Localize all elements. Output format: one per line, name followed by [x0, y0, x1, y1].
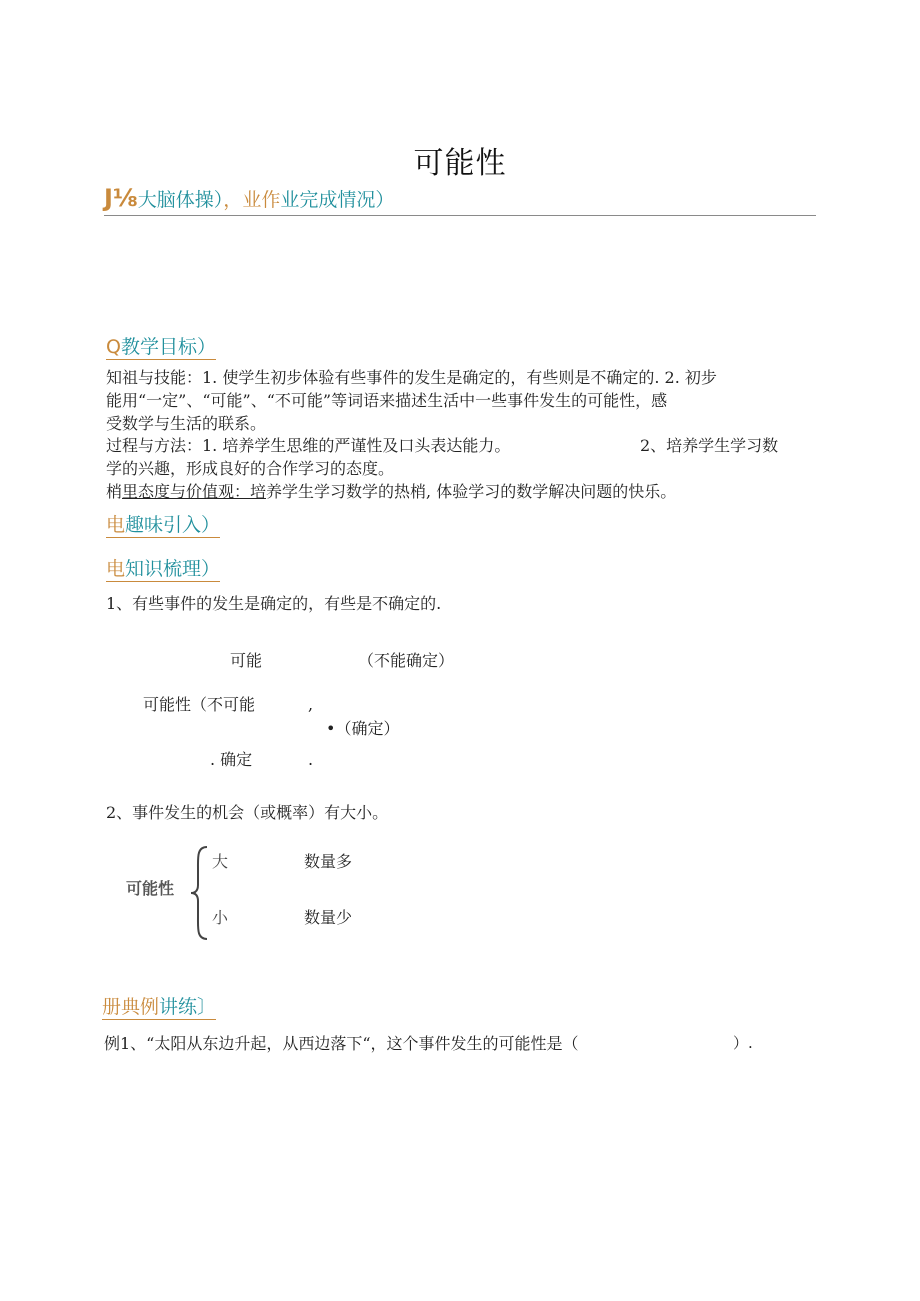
- section-header-intro: [106, 510, 220, 537]
- tree-definite: . 确定: [210, 750, 253, 769]
- tree-certain-label: •（确定）: [326, 719, 400, 738]
- example-1-close: ）.: [733, 1034, 753, 1052]
- header-item-homework-a: 业作: [242, 189, 281, 211]
- figure-small-label: 小: [212, 908, 229, 927]
- figure-more-label: 数量多: [304, 852, 353, 871]
- goals-line-2: 能用“一定”、“可能”、“不可能”等词语来描述生活中一些事件发生的可能性，感: [106, 391, 668, 410]
- section-header-goals: [106, 332, 216, 359]
- goals-line-1: 知祖与技能：1. 使学生初步体验有些事件的发生是确定的，有些则是不确定的. 2. 初步: [106, 368, 717, 387]
- header-item-brain-exercise: 大脑体操）: [137, 189, 224, 211]
- goals-line-4a: 过程与方法：1. 培养学生思维的严谨性及口头表达能力。: [106, 436, 511, 455]
- examples-header-label-a: 典例: [121, 996, 160, 1018]
- goals-line-4b: 2、培养学生学习数: [640, 436, 779, 455]
- intro-header-prefix: 电: [106, 514, 126, 536]
- goals-line-6-b: 里态度与价值观：培: [122, 482, 267, 501]
- header-separator: ，: [223, 189, 243, 211]
- figure-less-label: 数量少: [304, 908, 353, 927]
- knowledge-header-label: 知识梳理）: [125, 558, 221, 580]
- tree-dot: .: [308, 750, 314, 769]
- goals-line-5: 学的兴趣，形成良好的合作学习的态度。: [106, 459, 395, 478]
- examples-header-label-b: 讲练〕: [159, 996, 217, 1018]
- figure-big-label: 大: [212, 852, 229, 871]
- goals-line-3: 受数学与生活的联系。: [106, 414, 267, 433]
- tree-uncertain: （不能确定）: [358, 651, 455, 670]
- knowledge-point-2: 2、事件发生的机会（或概率）有大小。: [106, 803, 389, 822]
- examples-header-prefix: 册: [102, 996, 122, 1018]
- example-1-text: 例1、“太阳从东边升起，从西边落下“，这个事件发生的可能性是（: [104, 1034, 579, 1053]
- knowledge-header-prefix: 电: [106, 558, 126, 580]
- intro-header-label: 趣味引入）: [125, 514, 221, 536]
- knowledge-point-1: 1、有些事件的发生是确定的，有些是不确定的.: [106, 594, 442, 613]
- header-bar: [104, 184, 394, 212]
- page-title: 可能性: [413, 146, 507, 181]
- goals-line-6: [106, 481, 676, 502]
- tree-possible: 可能: [230, 651, 263, 670]
- section-header-knowledge: [106, 554, 220, 581]
- tree-root: 可能性（不可能: [143, 695, 256, 714]
- brace-icon: [189, 845, 211, 941]
- header-prefix: J⅛: [104, 184, 138, 212]
- goals-line-6-a: 梢: [106, 482, 123, 501]
- header-item-homework-b: 业完成情况）: [280, 189, 395, 211]
- tree-comma: ,: [308, 695, 314, 714]
- goals-header-prefix: Q: [106, 336, 121, 358]
- section-header-examples: [102, 992, 216, 1019]
- figure-root-label: 可能性: [126, 879, 175, 898]
- header-divider: [104, 215, 816, 216]
- goals-line-6-c: 养学生学习数学的热梢, 体验学习的数学解决问题的快乐。: [266, 482, 677, 501]
- goals-header-label: 教学目标）: [120, 336, 216, 358]
